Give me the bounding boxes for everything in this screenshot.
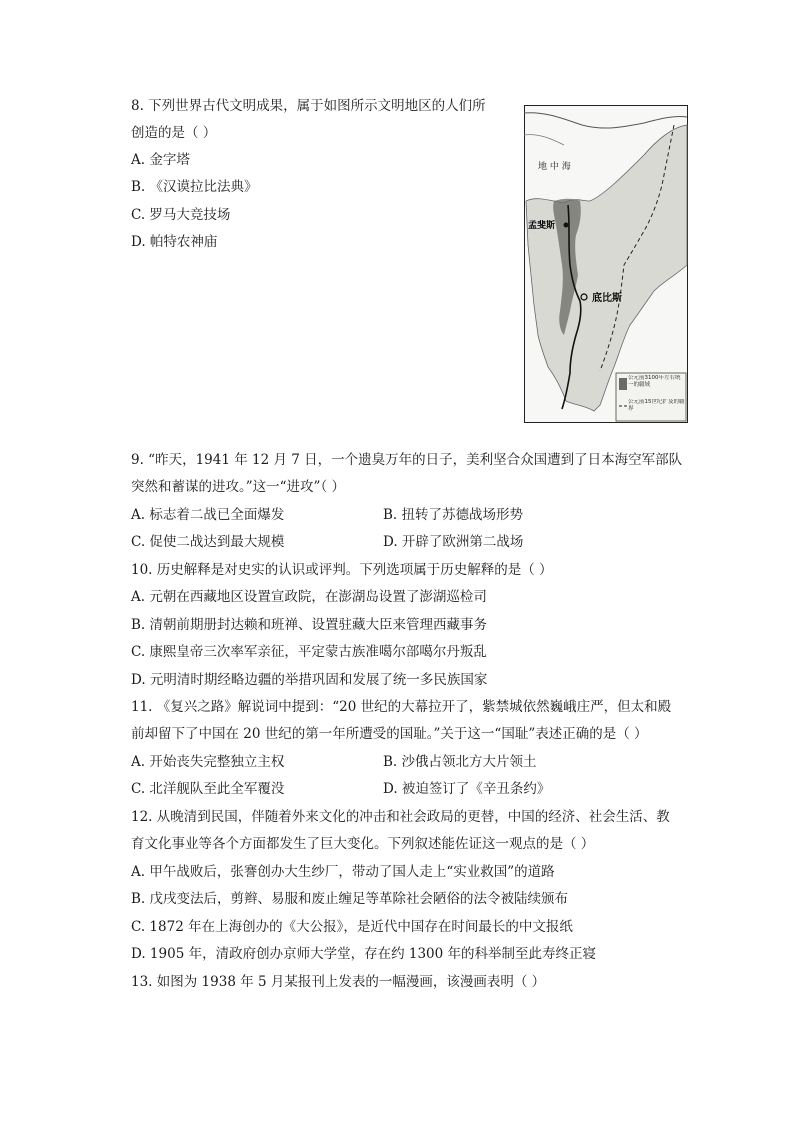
- q9-option-b: B. 扭转了苏德战场形势: [383, 507, 524, 523]
- q11-stem-line2: 前却留下了中国在 20 世纪的第一年所遭受的国耻。”关于这一“国耻”表述正确的是（ ）: [131, 726, 648, 742]
- q8-stem-line2: 创造的是（ ）: [131, 125, 217, 141]
- q11-stem-line1: 11. 《复兴之路》解说词中提到：“20 世纪的大幕拉开了，紫禁城依然巍峨庄严，但太和殿: [131, 699, 672, 715]
- egypt-map: [524, 105, 688, 423]
- q10-option-a: A. 元朝在西藏地区设置宣政院，在澎湖岛设置了澎湖巡检司: [131, 589, 487, 605]
- q12-option-a: A. 甲午战败后，张謇创办大生纱厂，带动了国人走上“实业救国”的道路: [131, 864, 555, 880]
- q11-option-b: B. 沙俄占领北方大片领土: [383, 754, 537, 770]
- map-city-memphis: 孟斐斯: [528, 221, 556, 231]
- q9-option-c: C. 促使二战达到最大规模: [131, 534, 285, 550]
- q11-option-d: D. 被迫签订了《辛丑条约》: [383, 781, 551, 797]
- map-city-thebes: 底比斯: [592, 293, 622, 304]
- q9-stem-line2: 突然和蓄谋的进攻。”这一“进攻”（ ）: [131, 479, 345, 495]
- q10-stem: 10. 历史解释是对史实的认识或评判。下列选项属于历史解释的是（ ）: [131, 562, 553, 578]
- q12-stem-line2: 育文化事业等各个方面都发生了巨大变化。下列叙述能佐证这一观点的是（ ）: [131, 836, 595, 852]
- q12-option-b: B. 戊戌变法后，剪辫、易服和废止缠足等革除社会陋俗的法令被陆续颁布: [131, 891, 569, 907]
- map-legend-2: 公元前15世纪扩及的疆界: [628, 399, 685, 412]
- q8-stem-line1: 8. 下列世界古代文明成果，属于如图所示文明地区的人们所: [131, 98, 486, 114]
- q8-option-a: A. 金字塔: [131, 152, 190, 168]
- q10-option-b: B. 清朝前期册封达赖和班禅、设置驻藏大臣来管理西藏事务: [131, 617, 488, 633]
- q12-stem-line1: 12. 从晚清到民国，伴随着外来文化的冲击和社会政局的更替，中国的经济、社会生活、教: [131, 809, 670, 825]
- q11-option-a: A. 开始丧失完整独立主权: [131, 754, 285, 770]
- q12-option-d: D. 1905 年，清政府创办京师大学堂，存在约 1300 年的科举制至此寿终正寝: [131, 946, 597, 962]
- q9-option-d: D. 开辟了欧洲第二战场: [383, 534, 524, 550]
- q8-option-b: B. 《汉谟拉比法典》: [131, 179, 258, 195]
- q11-option-c: C. 北洋舰队至此全军覆没: [131, 781, 285, 797]
- q12-option-c: C. 1872 年在上海创办的《大公报》，是近代中国存在时间最长的中文报纸: [131, 919, 573, 935]
- map-legend-1: 公元前3100年左右统一的疆域: [628, 375, 681, 388]
- q9-stem-line1: 9. “昨天，1941 年 12 月 7 日，一个遗臭万年的日子，美利坚合众国遭到了日本海空军部队: [131, 452, 683, 468]
- q13-stem: 13. 如图为 1938 年 5 月某报刊上发表的一幅漫画，该漫画表明（ ）: [131, 974, 546, 990]
- map-sea-label: 地 中 海: [538, 162, 571, 172]
- q8-option-c: C. 罗马大竞技场: [131, 207, 231, 223]
- q8-option-d: D. 帕特农神庙: [131, 234, 218, 250]
- q9-option-a: A. 标志着二战已全面爆发: [131, 507, 285, 523]
- q10-option-c: C. 康熙皇帝三次率军亲征，平定蒙古族准噶尔部噶尔丹叛乱: [131, 644, 487, 660]
- q10-option-d: D. 元明清时期经略边疆的举措巩固和发展了统一多民族国家: [131, 672, 488, 688]
